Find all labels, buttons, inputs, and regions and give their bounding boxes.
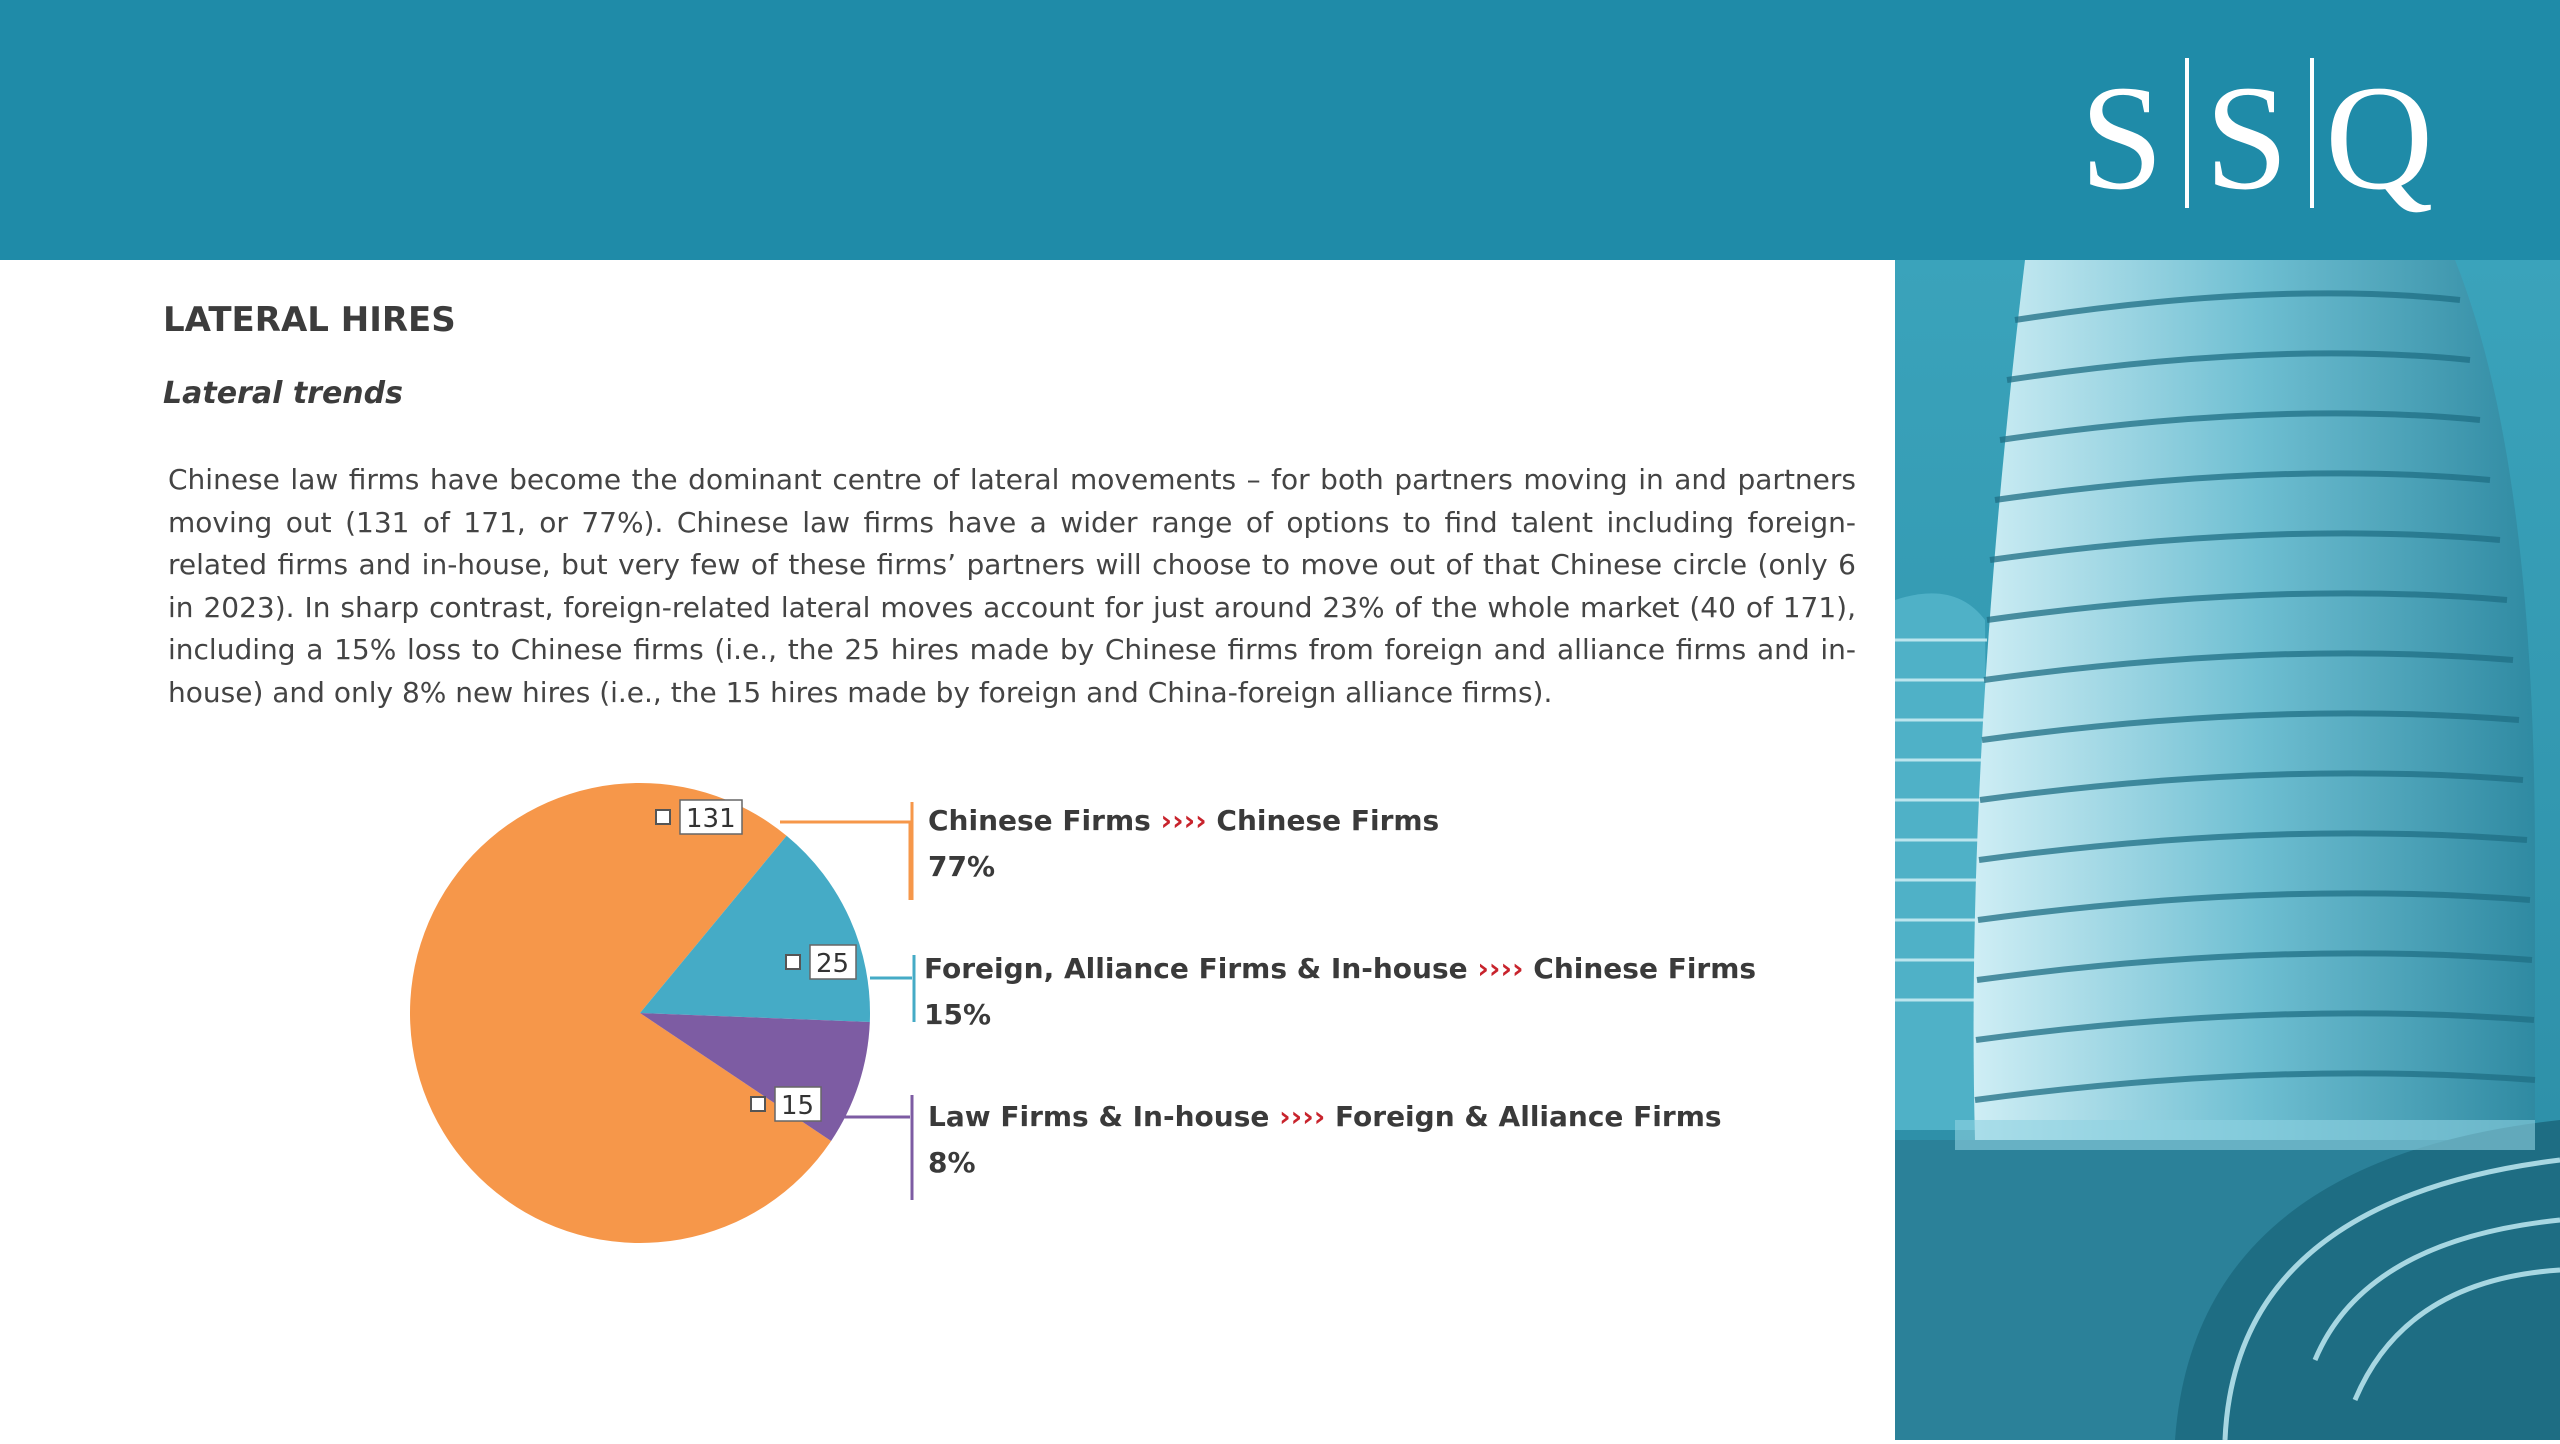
value-marker (786, 955, 800, 969)
value-marker (751, 1097, 765, 1111)
legend-percent: 77% (928, 850, 996, 883)
body-paragraph: Chinese law firms have become the dominant centre of lateral movements – for both partners moving in and partners moving out (131 of 171, or 77%). Chinese law firms have a wider range of options to find talent including foreign-related firms and in-house, but very few of these firms’ partners will choose to move out of that Chinese circle (only 6 in 2023). In sharp contrast, foreign-related lateral moves account for just around 23% of the whole market (40 of 171), including a 15% loss to Chinese firms (i.e., the 25 hires made by Chinese firms from foreign and alliance firms and in-house) and only 8% new hires (i.e., the 15 hires made by foreign and China-foreign alliance firms). (168, 463, 1856, 709)
section-title: LATERAL HIRES (163, 300, 456, 340)
svg-text:S: S (2080, 55, 2164, 221)
svg-text:Q: Q (2325, 55, 2434, 221)
legend-percent: 8% (928, 1146, 976, 1179)
ssq-logo (2080, 38, 2480, 221)
legend-label: Foreign, Alliance Firms & In-house ›››› Chinese Firms (924, 952, 1757, 985)
slice-value-label: 25 (816, 949, 850, 979)
value-marker (656, 810, 670, 824)
legend-label: Chinese Firms ›››› Chinese Firms (928, 804, 1440, 837)
svg-text:S: S (2205, 55, 2289, 221)
slice-value-label: 131 (686, 804, 736, 834)
slice-value-label: 15 (781, 1091, 815, 1121)
legend-label: Law Firms & In-house ›››› Foreign & Alliance Firms (928, 1100, 1722, 1133)
section-subtitle: Lateral trends (163, 376, 403, 411)
building-photo (1895, 260, 2560, 1440)
legend-percent: 15% (924, 998, 992, 1031)
pie-chart (380, 760, 1757, 1260)
